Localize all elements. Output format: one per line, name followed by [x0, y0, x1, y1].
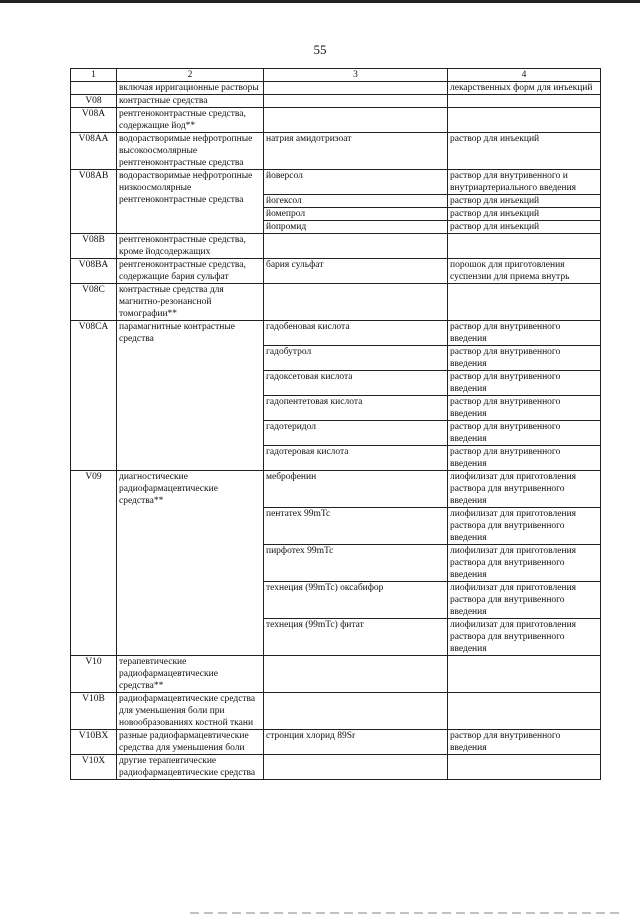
drug-name-cell: гадобутрол: [264, 346, 448, 371]
table-row: [71, 82, 601, 95]
drug-name-cell: йогексол: [264, 195, 448, 208]
drug-name-cell: гадоксетовая кислота: [264, 371, 448, 396]
drug-name-cell: технеция (99mTc) оксабифор: [264, 582, 448, 619]
column-header: 4: [448, 69, 601, 82]
dosage-form-cell: лиофилизат для приготовления раствора для внутривенного введения: [448, 471, 601, 508]
dosage-form-cell: [448, 234, 601, 259]
table-row: [71, 259, 601, 284]
table-row: [71, 471, 601, 508]
table-row: [71, 108, 601, 133]
atc-group-cell: водорастворимые нефротропные низкоосмолярные рентгеноконтрастные средства: [117, 170, 264, 234]
atc-code-cell: V10X: [71, 755, 117, 780]
atc-code-cell: V10BX: [71, 730, 117, 755]
drug-name-cell: [264, 234, 448, 259]
atc-group-cell: рентгеноконтрастные средства, содержащие бария сульфат: [117, 259, 264, 284]
atc-group-cell: терапевтические радиофармацевтические средства**: [117, 656, 264, 693]
table-row: [71, 234, 601, 259]
scan-artifact: [190, 912, 620, 914]
dosage-form-cell: лиофилизат для приготовления раствора для внутривенного введения: [448, 619, 601, 656]
atc-group-cell: рентгеноконтрастные средства, кроме йодсодержащих: [117, 234, 264, 259]
dosage-form-cell: лиофилизат для приготовления раствора для внутривенного введения: [448, 545, 601, 582]
column-header: 2: [117, 69, 264, 82]
dosage-form-cell: [448, 284, 601, 321]
table-row: [71, 133, 601, 170]
dosage-form-cell: раствор для внутривенного введения: [448, 321, 601, 346]
top-border: [0, 0, 640, 3]
atc-code-cell: [71, 82, 117, 95]
dosage-form-cell: раствор для внутривенного введения: [448, 371, 601, 396]
drug-name-cell: [264, 284, 448, 321]
drug-name-cell: [264, 108, 448, 133]
drug-name-cell: йоверсол: [264, 170, 448, 195]
drug-name-cell: натрия амидотризоат: [264, 133, 448, 170]
table-row: [71, 321, 601, 346]
atc-code-cell: V10B: [71, 693, 117, 730]
drug-name-cell: пирфотех 99mTc: [264, 545, 448, 582]
table-row: [71, 693, 601, 730]
dosage-form-cell: раствор для инъекций: [448, 208, 601, 221]
table-row: [71, 170, 601, 195]
table-row: [71, 656, 601, 693]
column-header: 1: [71, 69, 117, 82]
column-header: 3: [264, 69, 448, 82]
atc-code-cell: V08AB: [71, 170, 117, 234]
drug-table: [70, 68, 601, 780]
drug-name-cell: гадотеровая кислота: [264, 446, 448, 471]
dosage-form-cell: раствор для инъекций: [448, 133, 601, 170]
table-row: [71, 730, 601, 755]
atc-group-cell: другие терапевтические радиофармацевтические средства: [117, 755, 264, 780]
dosage-form-cell: раствор для инъекций: [448, 195, 601, 208]
dosage-form-cell: [448, 755, 601, 780]
dosage-form-cell: раствор для внутривенного введения: [448, 346, 601, 371]
atc-group-cell: парамагнитные контрастные средства: [117, 321, 264, 471]
atc-group-cell: рентгеноконтрастные средства, содержащие йод**: [117, 108, 264, 133]
atc-code-cell: V08CA: [71, 321, 117, 471]
dosage-form-cell: лиофилизат для приготовления раствора для внутривенного введения: [448, 582, 601, 619]
dosage-form-cell: [448, 693, 601, 730]
atc-group-cell: контрастные средства: [117, 95, 264, 108]
table-row: [71, 95, 601, 108]
atc-code-cell: V08AA: [71, 133, 117, 170]
atc-code-cell: V09: [71, 471, 117, 656]
atc-code-cell: V08BA: [71, 259, 117, 284]
drug-name-cell: [264, 755, 448, 780]
atc-code-cell: V08B: [71, 234, 117, 259]
drug-name-cell: гадобеновая кислота: [264, 321, 448, 346]
drug-name-cell: гадопентетовая кислота: [264, 396, 448, 421]
dosage-form-cell: раствор для внутривенного введения: [448, 396, 601, 421]
page-number: 55: [313, 42, 327, 57]
dosage-form-cell: раствор для внутривенного и внутриартериального введения: [448, 170, 601, 195]
atc-group-cell: диагностические радиофармацевтические средства**: [117, 471, 264, 656]
drug-name-cell: йомепрол: [264, 208, 448, 221]
dosage-form-cell: [448, 95, 601, 108]
dosage-form-cell: лекарственных форм для инъекций: [448, 82, 601, 95]
atc-group-cell: включая ирригационные растворы: [117, 82, 264, 95]
drug-name-cell: [264, 95, 448, 108]
dosage-form-cell: [448, 108, 601, 133]
drug-name-cell: [264, 656, 448, 693]
drug-name-cell: гадотеридол: [264, 421, 448, 446]
drug-name-cell: бария сульфат: [264, 259, 448, 284]
dosage-form-cell: [448, 656, 601, 693]
drug-name-cell: стронция хлорид 89Sr: [264, 730, 448, 755]
dosage-form-cell: раствор для внутривенного введения: [448, 730, 601, 755]
drug-name-cell: пентатех 99mTc: [264, 508, 448, 545]
dosage-form-cell: раствор для внутривенного введения: [448, 446, 601, 471]
drug-name-cell: [264, 693, 448, 730]
dosage-form-cell: лиофилизат для приготовления раствора для внутривенного введения: [448, 508, 601, 545]
drug-name-cell: меброфенин: [264, 471, 448, 508]
drug-name-cell: йопромид: [264, 221, 448, 234]
drug-name-cell: [264, 82, 448, 95]
atc-code-cell: V08A: [71, 108, 117, 133]
atc-group-cell: радиофармацевтические средства для уменьшения боли при новообразованиях костной ткани: [117, 693, 264, 730]
table-row: [71, 755, 601, 780]
dosage-form-cell: раствор для инъекций: [448, 221, 601, 234]
atc-group-cell: водорастворимые нефротропные высокоосмолярные рентгеноконтрастные средства: [117, 133, 264, 170]
atc-code-cell: V08C: [71, 284, 117, 321]
dosage-form-cell: раствор для внутривенного введения: [448, 421, 601, 446]
drug-name-cell: технеция (99mTc) фитат: [264, 619, 448, 656]
atc-group-cell: контрастные средства для магнитно-резонансной томографии**: [117, 284, 264, 321]
header-row: [71, 69, 601, 82]
atc-code-cell: V08: [71, 95, 117, 108]
table-body: [71, 82, 601, 780]
dosage-form-cell: порошок для приготовления суспензии для приема внутрь: [448, 259, 601, 284]
atc-code-cell: V10: [71, 656, 117, 693]
atc-group-cell: разные радиофармацевтические средства для уменьшения боли: [117, 730, 264, 755]
table-row: [71, 284, 601, 321]
